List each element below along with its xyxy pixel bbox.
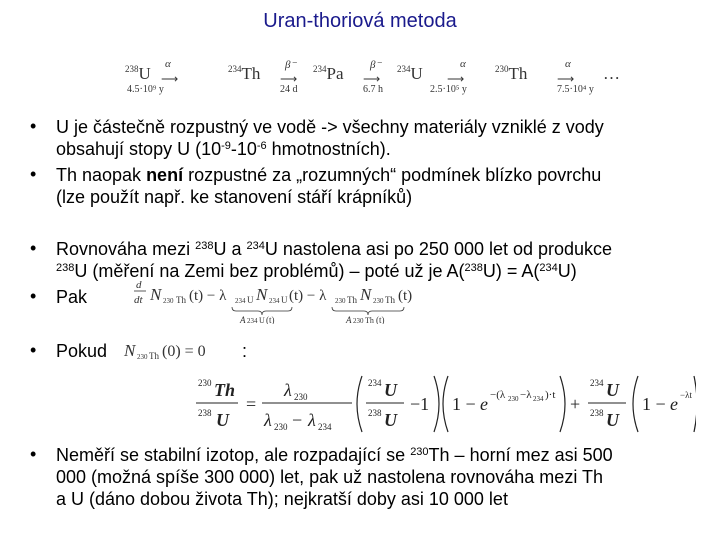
svg-text:U: U — [247, 295, 254, 305]
svg-text:−: − — [292, 410, 303, 430]
arrow-right-icon: ⟶ — [280, 72, 298, 86]
slide-title: Uran-thoriová metoda — [263, 10, 457, 32]
svg-text:234: 234 — [235, 297, 246, 305]
svg-text:U: U — [384, 410, 397, 430]
bullet-icon: • — [30, 444, 37, 464]
svg-text:Th: Th — [214, 380, 236, 400]
svg-text:Th: Th — [385, 295, 395, 305]
bullet-thorium-insolubility: Th naopak není rozpustné za „rozumných“ podmínek blízko povrchu (lze použít např. ke stanovení stáří krápníků) — [56, 165, 602, 207]
half-life-label: 6.7 h — [363, 84, 383, 95]
decay-chain — [125, 58, 635, 98]
svg-text:(t) − λ: (t) − λ — [189, 288, 227, 304]
half-life-label: 4.5·10⁹ y — [127, 84, 164, 95]
svg-text:230: 230 — [373, 297, 384, 305]
arrow-right-icon: ⟶ — [363, 72, 381, 86]
svg-text:1 −: 1 − — [642, 394, 666, 414]
svg-text:230: 230 — [274, 422, 288, 432]
svg-text:Th: Th — [149, 351, 159, 361]
svg-text:238: 238 — [590, 408, 604, 418]
svg-text:dt: dt — [134, 294, 143, 306]
svg-text:230: 230 — [353, 317, 364, 324]
svg-text:Th: Th — [365, 316, 374, 324]
svg-text:N: N — [150, 285, 162, 304]
svg-text:−λ: −λ — [520, 389, 532, 401]
svg-text:230: 230 — [508, 395, 519, 403]
svg-text:U: U — [606, 410, 619, 430]
svg-text:Th: Th — [176, 295, 186, 305]
svg-text:230: 230 — [294, 392, 308, 402]
svg-text:)·t: )·t — [545, 389, 556, 401]
bullet-th230-measurement: Neměří se stabilní izotop, ale rozpadající se $^{230}$Th – horní mez asi 500 000 (možná spíše 300 000) let, pak už nastolena rovnováha mezi Th a U (dáno dobou života Th); nejkratší doby asi 10 000 let — [56, 445, 613, 509]
svg-text:(t): (t) — [398, 288, 413, 304]
svg-text:+: + — [570, 394, 581, 414]
nuclide-th234: $^{234}$Th — [228, 64, 261, 83]
chain-ellipsis: … — [603, 64, 620, 83]
svg-text:λ: λ — [264, 410, 272, 430]
half-life-label: 2.5·10⁵ y — [430, 84, 467, 95]
bullet-icon: • — [30, 286, 37, 306]
svg-text:238: 238 — [198, 408, 212, 418]
svg-text:=: = — [246, 394, 257, 414]
bullet-icon: • — [30, 238, 37, 258]
half-life-label: 7.5·10⁴ y — [557, 84, 594, 95]
pokud-label: Pokud — [56, 341, 108, 361]
arrow-right-icon: ⟶ — [161, 72, 179, 86]
svg-text:234: 234 — [368, 378, 382, 388]
svg-text:(t): (t) — [266, 315, 275, 324]
bullet-icon: • — [30, 164, 37, 184]
differential-equation — [132, 276, 492, 324]
initial-condition — [122, 338, 252, 362]
svg-text:(t) − λ: (t) − λ — [289, 288, 327, 304]
decay-label: α — [165, 58, 171, 70]
svg-text:230: 230 — [137, 353, 148, 361]
svg-text:e: e — [480, 394, 488, 414]
svg-text:(0) = 0: (0) = 0 — [162, 343, 206, 360]
pak-label: Pak — [56, 287, 88, 307]
svg-text:234: 234 — [247, 317, 258, 324]
decay-label: α — [460, 58, 466, 70]
svg-text:λ: λ — [308, 410, 316, 430]
svg-text:U: U — [384, 380, 397, 400]
bullet-uranium-solubility: U je částečně rozpustný ve vodě -> všechny materiály vzniklé z vody obsahují stopy U ($10^{-9}-10^{-6}$ hmotnostních). — [56, 117, 604, 159]
arrow-right-icon: ⟶ — [557, 72, 575, 86]
svg-text:−(λ: −(λ — [490, 389, 506, 401]
svg-text:A: A — [240, 315, 246, 324]
nuclide-u238: $^{238}$U — [125, 64, 151, 83]
half-life-label: 24 d — [280, 84, 298, 95]
svg-text:234: 234 — [533, 395, 544, 403]
nuclide-pa234: $^{234}$Pa — [313, 64, 344, 83]
decay-label: β⁻ — [370, 59, 382, 71]
nuclide-u234: $^{234}$U — [397, 64, 423, 83]
bullet-icon: • — [30, 340, 37, 360]
svg-text:−1: −1 — [410, 394, 430, 414]
svg-text:−λt: −λt — [680, 390, 692, 400]
svg-text:234: 234 — [318, 422, 332, 432]
svg-text:230: 230 — [335, 297, 346, 305]
arrow-right-icon: ⟶ — [447, 72, 465, 86]
svg-text:230: 230 — [163, 297, 174, 305]
bullet-icon: • — [30, 116, 37, 136]
svg-text:U: U — [281, 295, 288, 305]
decay-label: α — [565, 58, 571, 70]
svg-text:λ: λ — [284, 380, 292, 400]
th-u-ratio-equation — [196, 372, 696, 436]
nuclide-th230: $^{230}$Th — [495, 64, 528, 83]
svg-text:A: A — [346, 315, 352, 324]
svg-text:N: N — [124, 341, 136, 360]
pokud-colon: : — [242, 341, 248, 361]
svg-text:N: N — [360, 285, 372, 304]
svg-text:N: N — [256, 285, 268, 304]
svg-text:234: 234 — [269, 297, 280, 305]
svg-text:Th: Th — [347, 295, 357, 305]
svg-text:U: U — [259, 316, 265, 324]
decay-label: β⁻ — [285, 59, 297, 71]
svg-text:e: e — [670, 394, 678, 414]
svg-text:U: U — [216, 410, 229, 430]
svg-text:(t): (t) — [376, 315, 385, 324]
svg-text:234: 234 — [590, 378, 604, 388]
svg-text:d: d — [136, 279, 142, 291]
svg-text:238: 238 — [368, 408, 382, 418]
svg-text:1 −: 1 − — [452, 394, 476, 414]
svg-text:230: 230 — [198, 378, 212, 388]
bullet-equilibrium: Rovnováha mezi $^{238}$U a $^{234}$U nastolena asi po 250 000 let od produkce $^{238}$U (měření na Zemi bez problémů) – poté už je A($^{238}$U) = A($^{234}$U) — [56, 239, 613, 281]
svg-text:U: U — [606, 380, 619, 400]
